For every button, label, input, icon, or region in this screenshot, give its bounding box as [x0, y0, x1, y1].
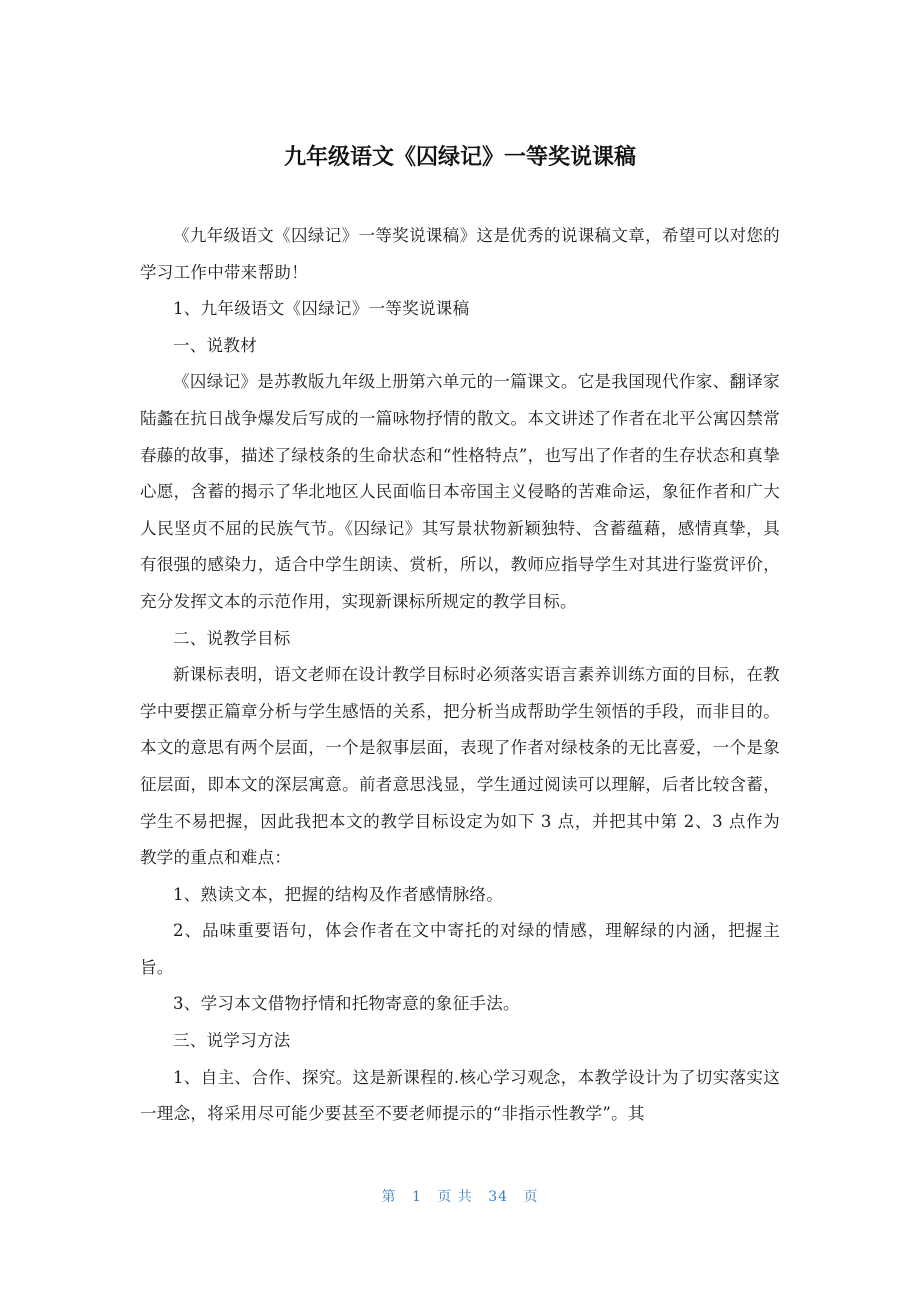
paragraph: 新课标表明，语文老师在设计教学目标时必须落实语言素养训练方面的目标，在教学中要摆正篇章分析与学生感悟的关系，把分析当成帮助学生领悟的手段，而非目的。本文的意思有两个层面，一个是叙事层面，表现了作者对绿枝条的无比喜爱，一个是象征层面，即本文的深层寓意。前者意思浅显，学生通过阅读可以理解，后者比较含蓄，学生不易把握，因此我把本文的教学目标设定为如下 3 点，并把其中第 2、3 点作为教学的重点和难点： [140, 665, 780, 868]
total-pages: 34 [488, 1189, 509, 1205]
section-heading: 1、九年级语文《囚绿记》一等奖说课稿 [173, 299, 470, 319]
current-page-number: 1 [411, 1189, 422, 1205]
document-body [140, 218, 780, 1133]
document-title: 九年级语文《囚绿记》一等奖说课稿 [283, 145, 636, 170]
footer-suffix: 页 [523, 1189, 539, 1205]
paragraph: 《囚绿记》是苏教版九年级上册第六单元的一篇课文。它是我国现代作家、翻译家陆蠡在抗日战争爆发后写成的一篇咏物抒情的散文。本文讲述了作者在北平公寓囚禁常春藤的故事，描述了绿枝条的生命状态和“性格特点”，也写出了作者的生存状态和真挚心愿，含蓄的揭示了华北地区人民面临日本帝国主义侵略的苦难命运，象征作者和广大人民坚贞不屈的民族气节。《囚绿记》其写景状物新颖独特、含蓄蕴藉，感情真挚，具有很强的感染力，适合中学生朗读、赏析，所以，教师应指导学生对其进行鉴赏评价，充分发挥文本的示范作用，实现新课标所规定的教学目标。 [140, 372, 780, 611]
paragraph: 《九年级语文《囚绿记》一等奖说课稿》这是优秀的说课稿文章，希望可以对您的学习工作中带来帮助！ [140, 226, 780, 282]
list-item: 1、熟读文本，把握的结构及作者感情脉络。 [173, 884, 503, 904]
page-footer [0, 1185, 920, 1209]
list-item: 2、品味重要语句，体会作者在文中寄托的对绿的情感，理解绿的内涵，把握主旨。 [140, 921, 780, 977]
section-heading: 一、说教材 [173, 335, 257, 355]
footer-prefix: 第 [381, 1189, 397, 1205]
paragraph: 1、自主、合作、探究。这是新课程的.核心学习观念，本教学设计为了切实落实这一理念，将采用尽可能少要甚至不要老师提示的“非指示性教学”。其 [140, 1067, 780, 1124]
footer-middle: 页 共 [437, 1189, 473, 1205]
section-heading: 三、说学习方法 [173, 1031, 291, 1051]
section-heading: 二、说教学目标 [173, 628, 291, 648]
list-item: 3、学习本文借物抒情和托物寄意的象征手法。 [173, 994, 520, 1014]
